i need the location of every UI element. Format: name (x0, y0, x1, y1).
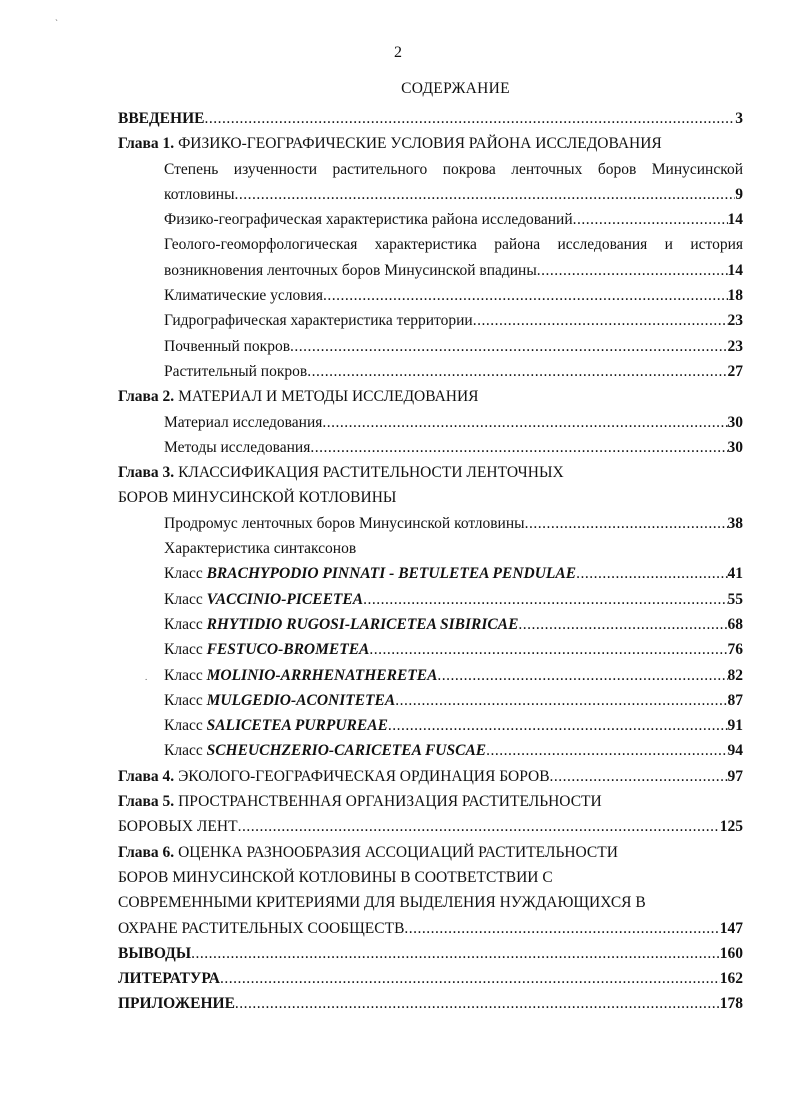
toc-section-1-7[interactable] (118, 359, 743, 384)
toc-page-number: 160 (719, 944, 743, 962)
toc-entry-title: Продромус ленточных боров Минусинской котловины (164, 514, 525, 532)
toc-class-entry[interactable] (118, 713, 743, 738)
syntaxon-class-name: MOLINIO-ARRHENATHERETEA (206, 666, 438, 684)
toc-section-1-3-line1[interactable] (118, 232, 743, 257)
chapter-title: ПРОСТРАНСТВЕННАЯ ОРГАНИЗАЦИЯ РАСТИТЕЛЬНОСТИ (178, 793, 602, 811)
toc-page-number: 3 (735, 110, 743, 127)
toc-page-number: 125 (719, 818, 743, 836)
toc-entry-title: Климатические условия (164, 287, 323, 305)
chapter-label: Глава 1. (118, 135, 175, 153)
toc-entry-title: Геолого-геоморфологическая характеристика района исследования и история (164, 236, 743, 254)
toc-entry-literature[interactable] (118, 966, 743, 991)
toc-entry-appendix[interactable] (118, 991, 743, 1016)
toc-page-number: 38 (727, 514, 743, 532)
chapter-label: Глава 2. (118, 388, 175, 406)
dot-leader (307, 359, 727, 384)
toc-chapter-5-heading-cont[interactable] (118, 814, 743, 839)
class-word: Класс (164, 717, 203, 735)
toc-page-number: 14 (727, 261, 743, 279)
chapter-title: ОЦЕНКА РАЗНООБРАЗИЯ АССОЦИАЦИЙ РАСТИТЕЛЬНОСТИ (178, 843, 618, 861)
chapter-title: МАТЕРИАЛ И МЕТОДЫ ИССЛЕДОВАНИЯ (178, 388, 479, 406)
toc-chapter-6-heading-cont[interactable] (118, 890, 743, 915)
dot-leader (437, 663, 727, 688)
toc-page-number: 162 (719, 970, 743, 988)
toc-chapter-4-heading[interactable] (118, 764, 743, 789)
toc-entry-conclusions[interactable] (118, 941, 743, 966)
toc-page-number: 87 (727, 691, 743, 709)
toc-section-2-1[interactable] (118, 410, 743, 435)
dot-leader (290, 334, 727, 359)
toc-entry-title: ПРИЛОЖЕНИЕ (118, 995, 235, 1013)
toc-class-entry[interactable] (118, 738, 743, 763)
toc-section-3-1[interactable] (118, 511, 743, 536)
toc-entry-title: Материал исследования (164, 413, 323, 431)
dot-leader (234, 182, 735, 207)
toc-page-number: 97 (727, 767, 743, 785)
toc-section-1-3-line2[interactable] (118, 258, 743, 283)
toc-page-number: 30 (727, 438, 743, 456)
toc-class-entry[interactable] (118, 587, 743, 612)
dot-leader (191, 941, 720, 966)
chapter-title: БОРОВЫХ ЛЕНТ (118, 818, 238, 836)
chapter-title: ФИЗИКО-ГЕОГРАФИЧЕСКИЕ УСЛОВИЯ РАЙОНА ИССЛЕДОВАНИЯ (178, 135, 662, 153)
toc-page-number: 76 (727, 641, 743, 659)
scan-speck: . (145, 672, 148, 682)
class-word: Класс (164, 742, 203, 760)
chapter-label: Глава 4. (118, 767, 175, 785)
toc-chapter-6-heading[interactable] (118, 840, 743, 865)
class-word: Класс (164, 615, 203, 633)
class-word: Класс (164, 691, 203, 709)
scan-speck: ` (55, 18, 58, 28)
dot-leader (322, 410, 727, 435)
dot-leader (404, 916, 719, 941)
toc-chapter-2-heading[interactable] (118, 384, 743, 409)
toc-section-1-4[interactable] (118, 283, 743, 308)
toc-section-1-5[interactable] (118, 308, 743, 333)
dot-leader (388, 713, 728, 738)
page-title: СОДЕРЖАНИЕ (401, 80, 510, 97)
toc-entry-title: Степень изученности растительного покрова ленточных боров Минусинской (164, 160, 743, 178)
syntaxon-class-name: SALICETEA PURPUREAE (206, 717, 388, 735)
toc-entry-title: Характеристика синтаксонов (164, 540, 357, 558)
toc-entry-title: Гидрографическая характеристика территории (164, 312, 473, 330)
toc-entry-title: ЛИТЕРАТУРА (118, 970, 220, 988)
dot-leader (310, 435, 727, 460)
toc-page-number: 30 (727, 413, 743, 431)
toc-page-number: 23 (727, 312, 743, 330)
chapter-label: Глава 5. (118, 793, 175, 811)
dot-leader (573, 207, 728, 232)
toc-chapter-6-heading-cont[interactable] (118, 865, 743, 890)
toc-section-1-6[interactable] (118, 334, 743, 359)
chapter-label: Глава 3. (118, 464, 175, 482)
toc-section-3-2[interactable] (118, 536, 743, 561)
chapter-title: БОРОВ МИНУСИНСКОЙ КОТЛОВИНЫ В СООТВЕТСТВИИ С (118, 868, 553, 886)
toc-page-number: 18 (727, 287, 743, 305)
class-word: Класс (164, 666, 203, 684)
toc-section-2-2[interactable] (118, 435, 743, 460)
syntaxon-class-name: FESTUCO-BROMETEA (206, 641, 370, 659)
toc-entry-title: Растительный покров (164, 362, 308, 380)
toc-page-number: 9 (735, 185, 743, 203)
dot-leader (220, 966, 720, 991)
toc-page-number: 68 (727, 615, 743, 633)
dot-leader (363, 587, 727, 612)
class-word: Класс (164, 590, 203, 608)
toc-section-1-1-line2[interactable] (118, 182, 743, 207)
toc-page-number: 41 (727, 565, 743, 583)
dot-leader (473, 308, 728, 333)
toc-entry-title: ВЫВОДЫ (118, 944, 192, 962)
toc-page-number: 23 (727, 337, 743, 355)
toc-page-number: 27 (727, 362, 743, 380)
toc-entry-title: Методы исследования (164, 438, 311, 456)
dot-leader (323, 283, 728, 308)
dot-leader (395, 688, 727, 713)
toc-class-entry[interactable] (118, 561, 743, 586)
toc-page-number: 94 (727, 742, 743, 760)
chapter-title: ЭКОЛОГО-ГЕОГРАФИЧЕСКАЯ ОРДИНАЦИЯ БОРОВ (178, 767, 550, 785)
dot-leader (550, 764, 728, 789)
toc-entry-title: котловины (164, 185, 235, 203)
toc-entry-title: возникновения ленточных боров Минусинской впадины (164, 261, 537, 279)
class-word: Класс (164, 565, 203, 583)
toc-page-number: 91 (727, 717, 743, 735)
syntaxon-class-name: SCHEUCHZERIO-CARICETEA FUSCAE (206, 742, 487, 760)
page-number: 2 (394, 44, 402, 61)
toc-page-number: 82 (727, 666, 743, 684)
dot-leader (486, 738, 727, 763)
toc-section-1-1-line1[interactable] (118, 157, 743, 182)
chapter-title: ОХРАНЕ РАСТИТЕЛЬНЫХ СООБЩЕСТВ (118, 919, 405, 937)
syntaxon-class-name: MULGEDIO-ACONITETEA (206, 691, 396, 709)
toc-page-number: 178 (719, 995, 743, 1013)
toc-chapter-3-heading-cont[interactable] (118, 485, 743, 510)
toc-section-1-2[interactable] (118, 207, 743, 232)
toc-class-entry[interactable] (118, 612, 743, 637)
table-of-contents (118, 106, 743, 1017)
dot-leader (576, 561, 727, 586)
class-word: Класс (164, 641, 203, 659)
toc-class-entry[interactable] (118, 637, 743, 662)
toc-chapter-1-heading[interactable] (118, 131, 743, 156)
toc-page-number: 14 (727, 211, 743, 229)
dot-leader (525, 511, 728, 536)
dot-leader (518, 612, 727, 637)
dot-leader (537, 258, 728, 283)
toc-chapter-5-heading[interactable] (118, 789, 743, 814)
dot-leader (369, 637, 727, 662)
dot-leader (204, 106, 735, 131)
chapter-title: СОВРЕМЕННЫМИ КРИТЕРИЯМИ ДЛЯ ВЫДЕЛЕНИЯ НУЖДАЮЩИХСЯ В (118, 894, 646, 912)
dot-leader (235, 991, 720, 1016)
syntaxon-class-name: VACCINIO-PICEETEA (206, 590, 364, 608)
syntaxon-class-name: BRACHYPODIO PINNATI - BETULETEA PENDULAE (206, 565, 577, 583)
toc-chapter-6-heading-cont[interactable] (118, 916, 743, 941)
toc-entry-title: Почвенный покров (164, 337, 291, 355)
dot-leader (238, 814, 720, 839)
toc-entry-title: ВВЕДЕНИЕ (118, 110, 205, 127)
toc-page-number: 55 (727, 590, 743, 608)
toc-entry-title: Физико-географическая характеристика района исследований (164, 211, 573, 229)
toc-class-entry[interactable] (118, 688, 743, 713)
toc-entry-introduction[interactable] (118, 106, 743, 131)
chapter-title: БОРОВ МИНУСИНСКОЙ КОТЛОВИНЫ (118, 489, 397, 507)
chapter-label: Глава 6. (118, 843, 175, 861)
chapter-title: КЛАССИФИКАЦИЯ РАСТИТЕЛЬНОСТИ ЛЕНТОЧНЫХ (178, 464, 564, 482)
toc-chapter-3-heading[interactable] (118, 460, 743, 485)
syntaxon-class-name: RHYTIDIO RUGOSI-LARICETEA SIBIRICAE (206, 615, 519, 633)
toc-class-entry[interactable] (118, 663, 743, 688)
toc-page-number: 147 (719, 919, 743, 937)
